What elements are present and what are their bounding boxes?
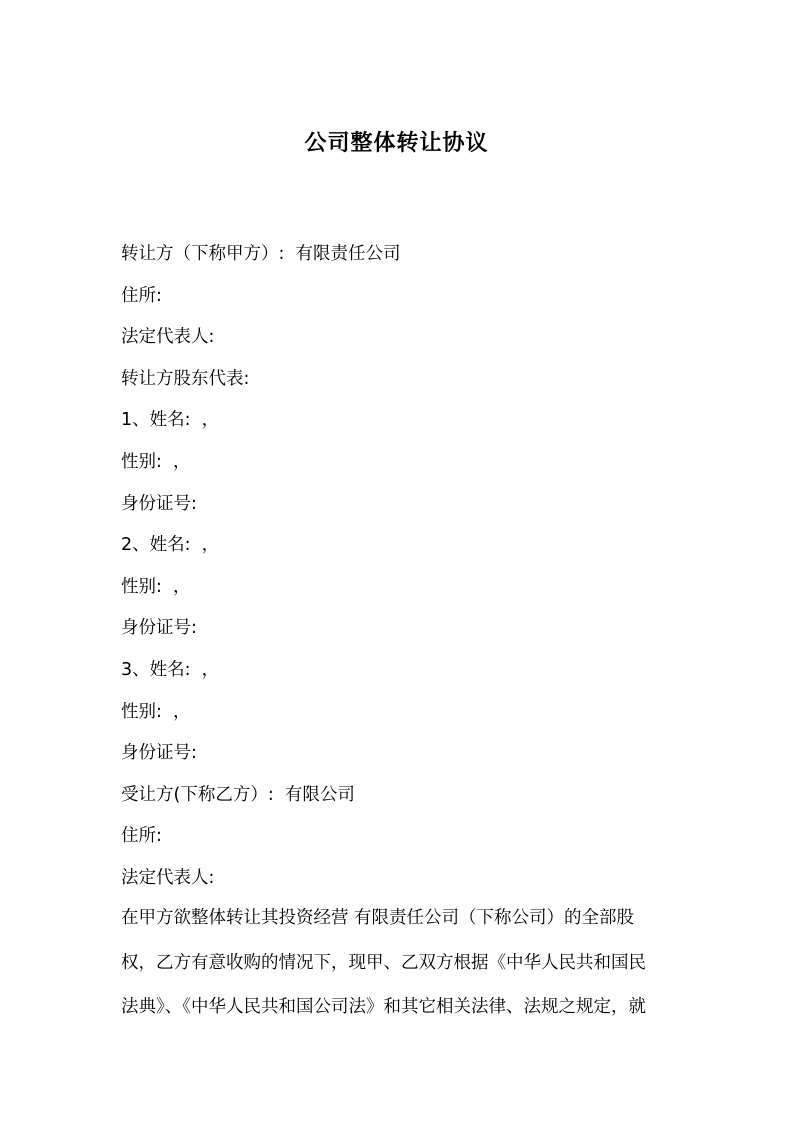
shareholder-3-name-line: 3、姓名: ， — [121, 659, 220, 680]
preamble-line: 法典》、《中华人民共和国公司法》和其它相关法律、法规之规定，就 — [121, 997, 646, 1017]
shareholder-2-name-line: 2、姓名: ， — [121, 535, 220, 556]
transferor-line: 转让方（下称甲方）: 有限责任公司 — [121, 244, 401, 264]
shareholder-1-id-line: 身份证号: — [121, 493, 197, 514]
preamble-line: 在甲方欲整体转让其投资经营 有限责任公司（下称公司）的全部股 — [121, 908, 635, 928]
party-info-block — [121, 237, 681, 903]
shareholder-1-name-line: 1、姓名: ， — [121, 410, 220, 431]
transferee-line: 受让方(下称乙方）: 有限公司 — [121, 784, 355, 805]
transferee-address-line: 住所: — [121, 826, 162, 847]
transferee-legal-rep-line: 法定代表人: — [121, 867, 215, 888]
document-title: 公司整体转让协议 — [304, 131, 489, 156]
preamble-paragraph — [121, 900, 679, 1034]
shareholder-3-id-line: 身份证号: — [121, 743, 197, 764]
shareholder-1-gender-line: 性别: ， — [121, 451, 191, 472]
shareholder-reps-heading: 转让方股东代表: — [121, 368, 250, 389]
shareholder-3-gender-line: 性别: ， — [121, 701, 191, 722]
shareholder-2-id-line: 身份证号: — [121, 618, 197, 639]
shareholder-2-gender-line: 性别: ， — [121, 576, 191, 597]
transferor-address-line: 住所: — [121, 285, 162, 306]
transferor-legal-rep-line: 法定代表人: — [121, 327, 215, 348]
preamble-line: 权，乙方有意收购的情况下，现甲、乙双方根据《中华人民共和国民 — [121, 952, 646, 973]
